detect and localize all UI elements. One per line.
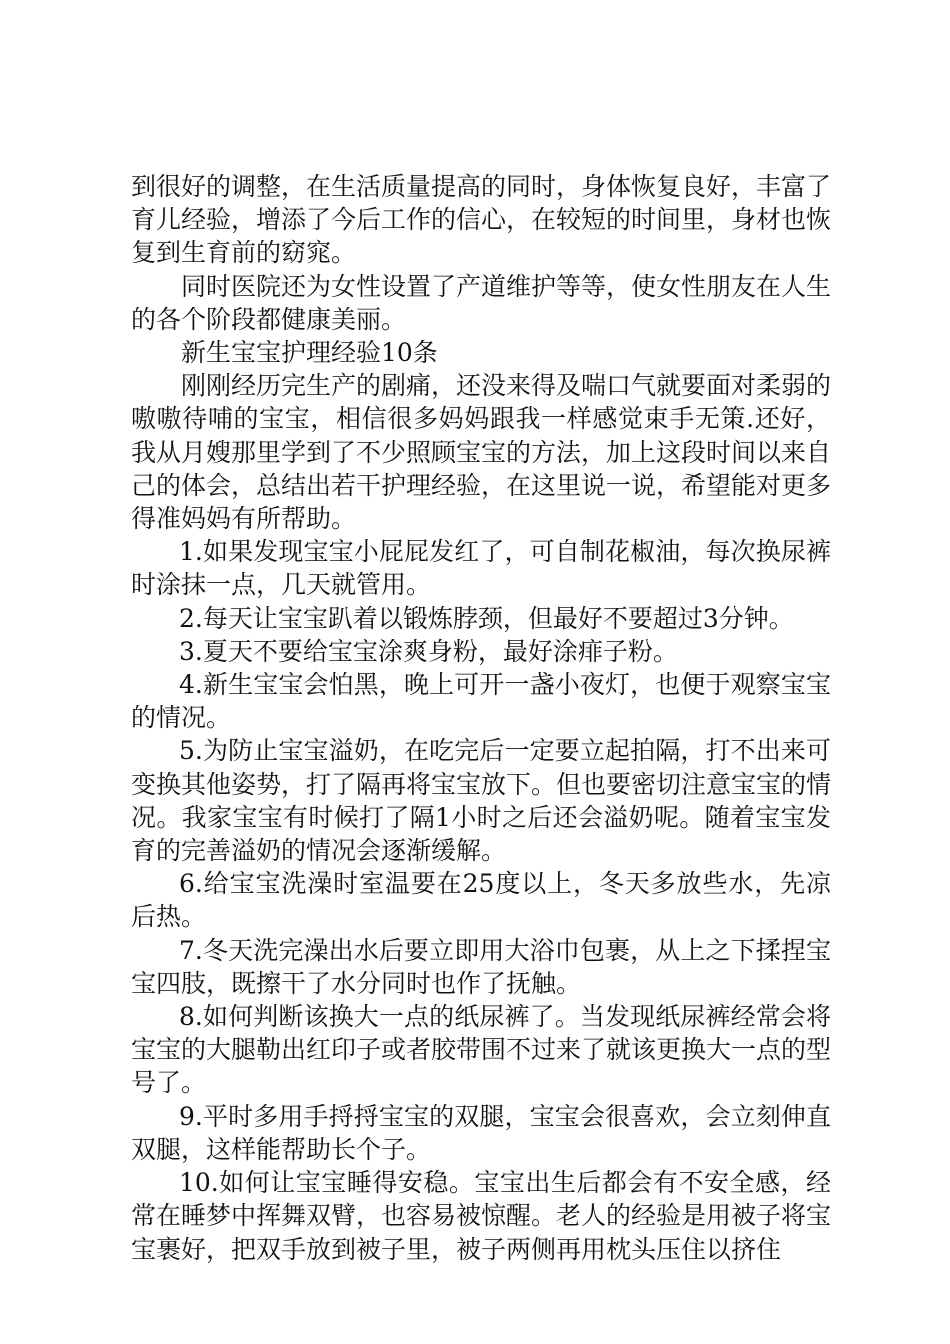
paragraph-continuation: 到很好的调整，在生活质量提高的同时，身体恢复良好，丰富了育儿经验，增添了今后工作的信心，在较短的时间里，身材也恢复到生育前的窈窕。 [131, 172, 832, 268]
paragraph-hospital-care: 同时医院还为女性设置了产道维护等等，使女性朋友在人生的各个阶段都健康美丽。 [131, 271, 832, 334]
list-item-1: 1.如果发现宝宝小屁屁发红了，可自制花椒油，每次换尿裤时涂抹一点，几天就管用。 [131, 537, 831, 600]
list-item-5: 5.为防止宝宝溢奶，在吃完后一定要立起拍隔，打不出来可变换其他姿势，打了隔再将宝宝放下。但也要密切注意宝宝的情况。我家宝宝有时候打了隔1小时之后还会溢奶呢。随着宝宝发育的完善溢奶的情况会逐渐缓解。 [131, 736, 832, 866]
section-heading: 新生宝宝护理经验10条 [181, 338, 438, 368]
list-item-7: 7.冬天洗完澡出水后要立即用大浴巾包裹，从上之下揉捏宝宝四肢，既擦干了水分同时也作了抚触。 [131, 935, 831, 998]
paragraph-intro: 刚刚经历完生产的剧痛，还没来得及喘口气就要面对柔弱的嗷嗷待哺的宝宝，相信很多妈妈跟我一样感觉束手无策.还好，我从月嫂那里学到了不少照顾宝宝的方法，加上这段时间以来自己的体会，总结出若干护理经验，在这里说一说，希望能对更多得准妈妈有所帮助。 [131, 371, 832, 534]
list-item-4: 4.新生宝宝会怕黑，晚上可开一盏小夜灯，也便于观察宝宝的情况。 [131, 670, 831, 733]
list-item-10: 10.如何让宝宝睡得安稳。宝宝出生后都会有不安全感，经常在睡梦中挥舞双臂，也容易被惊醒。老人的经验是用被子将宝宝裹好，把双手放到被子里，被子两侧再用枕头压住以挤住 [131, 1168, 832, 1264]
list-item-8: 8.如何判断该换大一点的纸尿裤了。当发现纸尿裤经常会将宝宝的大腿勒出红印子或者胶带围不过来了就该更换大一点的型号了。 [131, 1002, 832, 1098]
document-page [131, 170, 831, 1266]
list-item-2: 2.每天让宝宝趴着以锻炼脖颈，但最好不要超过3分钟。 [179, 603, 794, 633]
list-item-9: 9.平时多用手捋捋宝宝的双腿，宝宝会很喜欢，会立刻伸直双腿，这样能帮助长个子。 [131, 1101, 831, 1164]
list-item-3: 3.夏天不要给宝宝涂爽身粉，最好涂痱子粉。 [179, 636, 678, 666]
list-item-6: 6.给宝宝洗澡时室温要在25度以上，冬天多放些水，先凉后热。 [131, 869, 831, 932]
